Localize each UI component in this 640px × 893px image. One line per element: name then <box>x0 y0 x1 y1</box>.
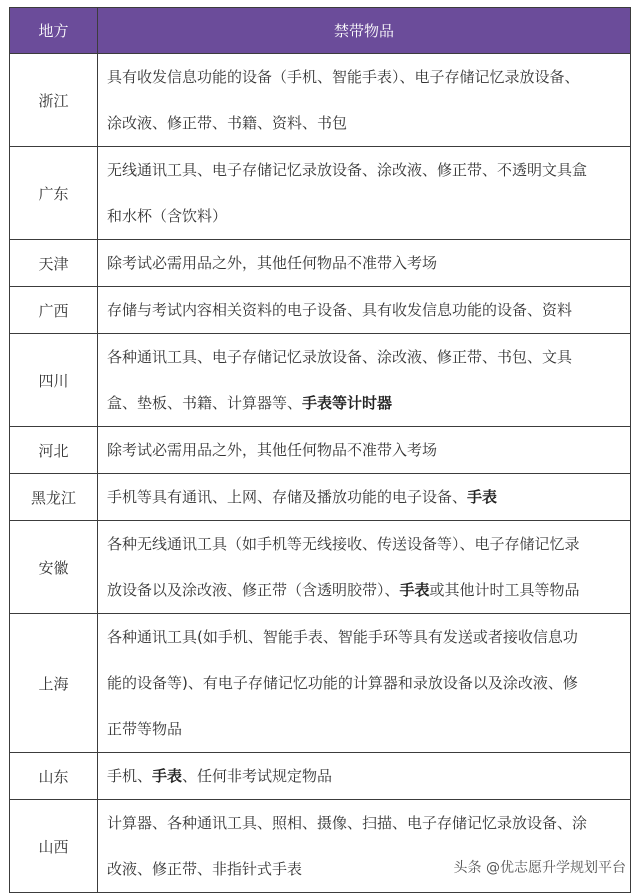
items-cell: 各种通讯工具、电子存储记忆录放设备、涂改液、修正带、书包、文具 盒、垫板、书籍、计算器等、手表等计时器 <box>98 334 631 427</box>
table-row <box>10 147 631 240</box>
table-row <box>10 800 631 893</box>
region-cell: 山东 <box>10 753 98 800</box>
items-cell: 手机等具有通讯、上网、存储及播放功能的电子设备、手表 <box>98 474 631 521</box>
region-cell: 广东 <box>10 147 98 240</box>
region-cell: 安徽 <box>10 521 98 614</box>
table-header-row <box>10 8 631 54</box>
header-region: 地方 <box>10 8 98 54</box>
region-cell: 山西 <box>10 800 98 893</box>
items-cell: 手机、手表、任何非考试规定物品 <box>98 753 631 800</box>
table-row <box>10 614 631 753</box>
banned-items-table <box>9 7 631 893</box>
items-cell: 除考试必需用品之外，其他任何物品不准带入考场 <box>98 240 631 287</box>
table-row <box>10 427 631 474</box>
table-row <box>10 54 631 147</box>
region-cell: 浙江 <box>10 54 98 147</box>
bold-emphasis: 手表等计时器 <box>302 394 393 412</box>
items-cell: 无线通讯工具、电子存储记忆录放设备、涂改液、修正带、不透明文具盒 和水杯（含饮料） <box>98 147 631 240</box>
region-cell: 河北 <box>10 427 98 474</box>
table-row <box>10 287 631 334</box>
region-cell: 天津 <box>10 240 98 287</box>
watermark: 头条 @优志愿升学规划平台 <box>453 860 626 876</box>
region-cell: 四川 <box>10 334 98 427</box>
region-cell: 黑龙江 <box>10 474 98 521</box>
table-row <box>10 334 631 427</box>
items-cell: 具有收发信息功能的设备（手机、智能手表）、电子存储记忆录放设备、 涂改液、修正带、书籍、资料、书包 <box>98 54 631 147</box>
header-items: 禁带物品 <box>98 8 631 54</box>
region-cell: 广西 <box>10 287 98 334</box>
items-cell: 计算器、各种通讯工具、照相、摄像、扫描、电子存储记忆录放设备、涂 改液、修正带、非指针式手表 <box>98 800 631 893</box>
items-cell: 存储与考试内容相关资料的电子设备、具有收发信息功能的设备、资料 <box>98 287 631 334</box>
region-cell: 上海 <box>10 614 98 753</box>
table-row <box>10 521 631 614</box>
items-cell: 除考试必需用品之外，其他任何物品不准带入考场 <box>98 427 631 474</box>
bold-emphasis: 手表 <box>467 488 498 506</box>
items-cell: 各种无线通讯工具（如手机等无线接收、传送设备等）、电子存储记忆录 放设备以及涂改液、修正带（含透明胶带）、手表或其他计时工具等物品 <box>98 521 631 614</box>
table-row <box>10 240 631 287</box>
items-cell: 各种通讯工具(如手机、智能手表、智能手环等具有发送或者接收信息功 能的设备等)、有电子存储记忆功能的计算器和录放设备以及涂改液、修 正带等物品 <box>98 614 631 753</box>
bold-emphasis: 手表 <box>399 581 430 599</box>
bold-emphasis: 手表 <box>152 767 183 785</box>
table-row <box>10 753 631 800</box>
table-row <box>10 474 631 521</box>
